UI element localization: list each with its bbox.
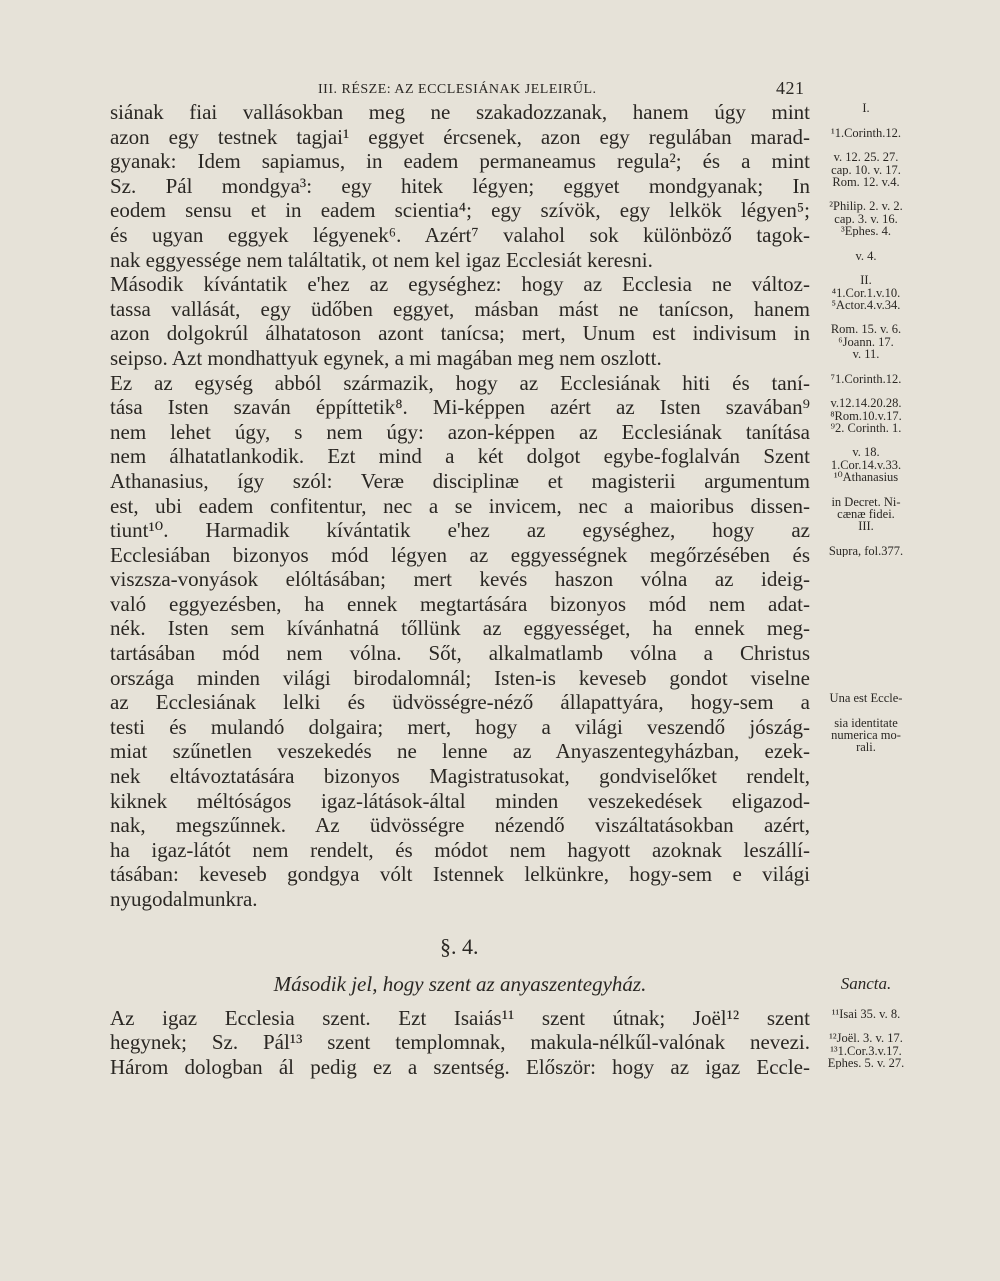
- margin-note: ⁹2. Corinth. 1.: [830, 421, 902, 435]
- section-title: Második jel, hogy szent az anyaszentegyház.: [273, 971, 647, 996]
- text-line: [110, 739, 920, 764]
- page-body: [110, 100, 920, 1079]
- line-text: nem lehet úgy, s nem úgy: azon-képpen az Ecclesiának tanítása: [110, 419, 810, 444]
- line-text: ha igaz-látót nem rendelt, és módot nem hagyott azoknak leszállí-: [110, 837, 810, 862]
- margin-note: Una est Eccle-: [829, 692, 903, 705]
- text-line: [110, 813, 920, 838]
- text-line: [110, 1030, 920, 1058]
- margin-note: v. 12. 25. 27. cap. 10. v. 17.: [831, 151, 901, 177]
- line-text: seipso. Azt mondhattyuk egynek, a mi magában meg nem oszlott.: [110, 345, 662, 370]
- section-margin-note: Sancta.: [840, 973, 892, 993]
- margin-note: ³Ephes. 4.: [841, 224, 891, 238]
- line-text: est, ubi eadem confitentur, nec a se invicem, nec a maioribus dissen-: [110, 493, 810, 518]
- line-text: eodem sensu et in eadem scientia⁴; egy szívök, egy lelkök légyen⁵;: [110, 198, 810, 223]
- margin-note: Supra, fol.377.: [828, 544, 904, 558]
- text-block-1: [110, 100, 920, 912]
- text-line: [110, 690, 920, 715]
- text-line: [110, 469, 920, 494]
- text-line: [110, 494, 920, 519]
- line-text: tásában: keveseb gondgya vólt Istennek lelkünkre, hogy-sem e világi: [110, 862, 810, 887]
- line-text: országa minden világi birodalomnál; Isten-is keveseb gondot viselne: [110, 665, 810, 690]
- line-text: nem álhatatlankodik. Ezt mind a két dolgot egybe-foglalván Szent: [110, 444, 810, 469]
- margin-note: I.: [862, 102, 870, 115]
- text-line: [110, 395, 920, 423]
- line-text: tiunt¹⁰. Harmadik kívántatik e'hez az egységhez, hogy az: [110, 518, 810, 543]
- line-text: Ez az egység abból származik, hogy az Ecclesiának hiti és taní-: [110, 370, 810, 395]
- text-line: [110, 543, 920, 568]
- line-text: kiknek méltóságos igaz-látások-által minden veszekedések eligazod-: [110, 788, 810, 813]
- text-line: [110, 100, 920, 125]
- text-line: [110, 838, 920, 863]
- line-text: nyugodalmunkra.: [110, 887, 258, 911]
- text-line: [110, 616, 920, 641]
- text-line: [110, 715, 920, 740]
- margin-note: ¹²Joël. 3. v. 17. ¹³1.Cor.3.v.17.: [829, 1032, 903, 1058]
- text-line: [110, 518, 920, 543]
- line-text: Három dologban ál pedig ez a szentség. Először: hogy az igaz Eccle-: [110, 1054, 810, 1079]
- line-text: Athanasius, így szól: Veræ disciplinæ et magisterii argumentum: [110, 468, 810, 493]
- margin-note: v. 4.: [855, 249, 877, 263]
- text-line: [110, 789, 920, 814]
- section-heading: [110, 966, 920, 1006]
- line-text: siának fiai vallásokban meg ne szakadozzanak, hanem úgy mint: [110, 100, 810, 124]
- line-text: nek eltávoztatására bizonyos Magistratusokat, gondviselőket rendelt,: [110, 764, 810, 789]
- margin-note: ⁷1.Corinth.12.: [830, 372, 902, 386]
- line-text: testi és mulandó dolgaira; mert, hogy a világi veszendő jószág-: [110, 714, 810, 739]
- margin-note: sia identitate numerica mo-: [831, 716, 901, 742]
- margin-note: II. ⁴1.Cor.1.v.10.: [831, 274, 901, 300]
- text-line: [110, 420, 920, 445]
- text-line: [110, 592, 920, 617]
- margin-note: ²Philip. 2. v. 2. cap. 3. v. 16.: [829, 200, 903, 226]
- margin-note: Rom. 15. v. 6. ⁶Joann. 17.: [830, 323, 902, 349]
- text-line: [110, 174, 920, 199]
- text-block-2: [110, 1006, 920, 1080]
- margin-note: ⁵Actor.4.v.34.: [831, 298, 901, 312]
- margin-note: III.: [858, 520, 874, 533]
- margin-note: ¹1.Corinth.12.: [830, 126, 902, 140]
- line-text: viszsza-vonyások elóltásában; mert kevés haszon vólna az ideig-: [110, 567, 810, 592]
- line-text: Második kívántatik e'hez az egységhez: hogy az Ecclesia ne változ-: [110, 272, 810, 297]
- text-line: [110, 371, 920, 396]
- line-text: tassa vallását, egy üdőben eggyet, másban mást ne tanícson, hanem: [110, 296, 810, 321]
- margin-note: ¹¹Isai 35. v. 8.: [831, 1007, 901, 1021]
- line-text: és ugyan eggyek légyenek⁶. Azért⁷ valahol sok különböző tagok-: [110, 222, 810, 247]
- line-text: nak, megszűnnek. Az üdvösségre nézendő viszáltatásokban azért,: [110, 813, 810, 838]
- text-line: [110, 223, 920, 248]
- line-text: gyanak: Idem sapiamus, in eadem permaneamus regula²; és a mint: [110, 149, 810, 174]
- line-text: azon egy testnek tagjai¹ eggyet ércsenek, azon egy regulában marad-: [110, 124, 810, 149]
- line-text: Ecclesiában bizonyos mód légyen az eggyességnek megőrzésében és: [110, 542, 810, 567]
- line-text: hegynek; Sz. Pál¹³ szent templomnak, makula-nélkűl-valónak nevezi.: [110, 1030, 810, 1055]
- margin-note: rali.: [856, 741, 876, 754]
- line-text: nék. Isten sem kívánhatná tőllünk az eggyességet, ha ennek meg-: [110, 616, 810, 641]
- margin-note: Ephes. 5. v. 27.: [827, 1056, 905, 1070]
- margin-note: v.12.14.20.28. ⁸Rom.10.v.17.: [830, 397, 902, 423]
- line-text: az Ecclesiának lelki és üdvösségre-néző állapattyára, hogy-sem a: [110, 690, 810, 715]
- line-text: tartásában mód nem vólna. Sőt, alkalmatlamb vólna a Christus: [110, 641, 810, 666]
- line-text: való eggyezésben, ha ennek megtartására bizonyos mód nem adat-: [110, 591, 810, 616]
- text-line: [110, 198, 920, 226]
- text-line: [110, 125, 920, 150]
- text-line: [110, 272, 920, 300]
- line-text: miat szűnetlen veszekedés ne lenne az Anyaszentegyházban, ezek-: [110, 739, 810, 764]
- text-line: [110, 297, 920, 322]
- text-line: [110, 1006, 920, 1031]
- section-number: §. 4.: [440, 933, 479, 959]
- line-text: nak eggyessége nem találtatik, ot nem kel igaz Ecclesiát keresni.: [110, 247, 653, 272]
- text-line: [110, 1055, 920, 1080]
- text-line: [110, 666, 920, 691]
- text-line: [110, 346, 920, 371]
- text-line: [110, 641, 920, 666]
- text-line: [110, 887, 920, 912]
- line-text: tása Isten szaván éppíttetik⁸. Mi-képpen azért az Isten szavában⁹: [110, 395, 810, 420]
- text-line: [110, 764, 920, 789]
- line-text: Sz. Pál mondgya³: egy hitek légyen; eggyet mondgyanak; In: [110, 173, 810, 198]
- header-title: III. RÉSZE: AZ ECCLESIÁNAK JELEIRŰL.: [318, 82, 597, 97]
- line-text: Az igaz Ecclesia szent. Ezt Isaiás¹¹ szent útnak; Joël¹² szent: [110, 1005, 810, 1030]
- page-number: 421: [776, 78, 805, 98]
- margin-note: v. 18. 1.Cor.14.v.33.: [830, 446, 902, 472]
- text-line: [110, 862, 920, 887]
- margin-note: in Decret. Ni- cænæ fidei.: [831, 495, 901, 521]
- line-text: azon dolgokrúl álhatatoson azont tanícsa; mert, Unum est indivisum in: [110, 321, 810, 346]
- text-line: [110, 567, 920, 592]
- text-line: [110, 321, 920, 349]
- text-line: [110, 149, 920, 177]
- margin-note: Rom. 12. v.4.: [832, 175, 900, 189]
- margin-note: v. 11.: [852, 347, 880, 361]
- text-line: [110, 248, 920, 273]
- text-line: [110, 444, 920, 472]
- margin-note: ¹⁰Athanasius: [833, 470, 899, 484]
- spacer: [110, 912, 920, 928]
